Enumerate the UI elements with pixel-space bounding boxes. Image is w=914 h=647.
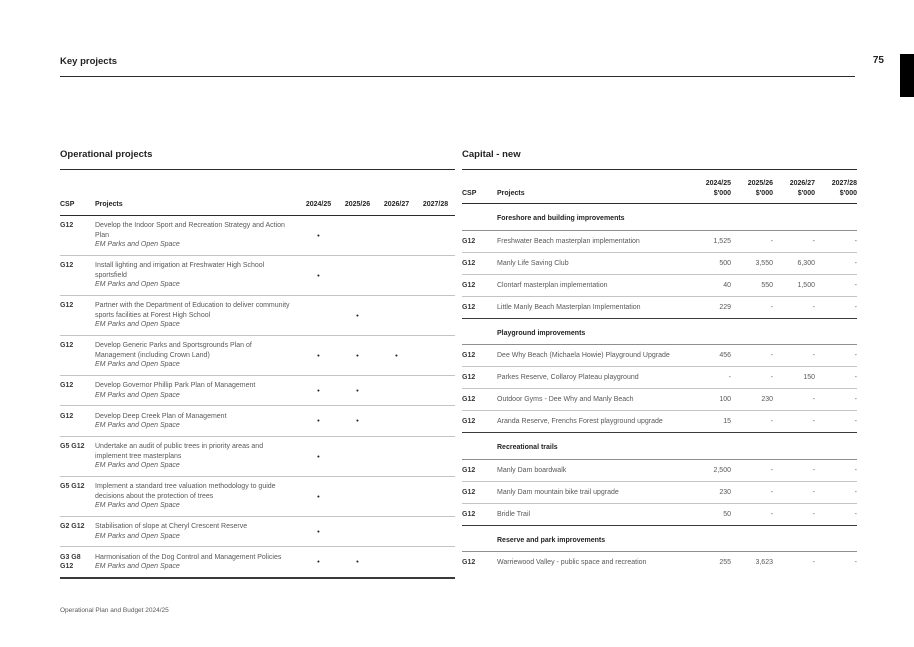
project-title: Install lighting and irrigation at Freshwater High School sportsfield xyxy=(95,262,265,279)
milestone-dot: • xyxy=(299,255,338,295)
operational-header-row xyxy=(60,182,455,215)
capital-new-section xyxy=(462,149,857,573)
csp-code: G12 xyxy=(462,389,497,411)
csp-code: G12 xyxy=(60,335,95,375)
col-header-year-1: 2024/25 $'000 xyxy=(689,176,731,204)
operational-title-rule xyxy=(60,169,455,170)
budget-value: - xyxy=(854,559,857,566)
milestone-dot xyxy=(377,255,416,295)
table-row xyxy=(462,230,857,252)
table-row xyxy=(462,481,857,503)
project-title: Harmonisation of the Dog Control and Management Policies xyxy=(95,553,282,561)
capital-section-title: Capital - new xyxy=(462,149,521,160)
budget-value: - xyxy=(815,389,857,411)
milestone-dot xyxy=(338,255,377,295)
page-number: 75 xyxy=(872,55,884,66)
milestone-dot: • xyxy=(299,516,338,547)
csp-code: G12 xyxy=(60,295,95,335)
csp-code: G12 xyxy=(462,559,476,566)
milestone-dot xyxy=(377,547,416,578)
budget-value: - xyxy=(815,459,857,481)
section-header: Recreational trails xyxy=(497,433,857,460)
section-header-row xyxy=(462,433,857,460)
table-row xyxy=(462,503,857,525)
operational-section-title: Operational projects xyxy=(60,149,153,160)
csp-code: G12 xyxy=(462,296,497,318)
milestone-dot xyxy=(416,335,455,375)
csp-code: G12 xyxy=(462,411,497,433)
milestone-dot: • xyxy=(338,295,377,335)
table-row xyxy=(462,411,857,433)
budget-value: - xyxy=(812,559,815,566)
milestone-dot xyxy=(338,436,377,476)
csp-code: G12 xyxy=(60,375,95,406)
section-header: Reserve and park improvements xyxy=(497,525,857,552)
budget-value: - xyxy=(731,230,773,252)
budget-value: 2,500 xyxy=(689,459,731,481)
budget-value: - xyxy=(731,481,773,503)
col-header-csp: CSP xyxy=(462,176,497,204)
project-title: Bridle Trail xyxy=(497,503,689,525)
budget-value: 50 xyxy=(689,503,731,525)
budget-value: 230 xyxy=(731,389,773,411)
col-header-projects: Projects xyxy=(95,182,299,215)
page-title: Key projects xyxy=(60,56,118,67)
csp-code: G12 xyxy=(462,274,497,296)
budget-value: - xyxy=(815,274,857,296)
header-rule xyxy=(60,76,855,77)
milestone-dot xyxy=(416,516,455,547)
section-header-row xyxy=(462,525,857,552)
project-title: Manly Life Saving Club xyxy=(497,252,689,274)
milestone-dot xyxy=(416,547,455,578)
table-row xyxy=(60,516,455,547)
budget-value: 1,500 xyxy=(773,274,815,296)
project-title: Dee Why Beach (Michaela Howie) Playground Upgrade xyxy=(497,345,689,367)
milestone-dot: • xyxy=(299,335,338,375)
budget-value: - xyxy=(731,503,773,525)
budget-value: 40 xyxy=(689,274,731,296)
project-title: Develop Governor Phillip Park Plan of Management xyxy=(95,382,256,389)
milestone-dot xyxy=(338,516,377,547)
milestone-dot: • xyxy=(377,335,416,375)
milestone-dot: • xyxy=(338,406,377,437)
csp-code: G12 xyxy=(462,230,497,252)
csp-code: G12 xyxy=(462,345,497,367)
milestone-dot xyxy=(416,215,455,255)
table-row xyxy=(60,436,455,476)
csp-code: G5 G12 xyxy=(60,476,95,516)
table-row xyxy=(462,296,857,318)
project-title: Partner with the Department of Education to deliver community sports facilities at Forest High School xyxy=(95,302,290,319)
milestone-dot: • xyxy=(338,547,377,578)
table-row xyxy=(60,335,455,375)
budget-value: 3,623 xyxy=(755,559,773,566)
col-header-year-2: 2025/26 xyxy=(338,182,377,215)
csp-code: G12 xyxy=(462,252,497,274)
budget-value: - xyxy=(689,367,731,389)
table-row xyxy=(60,547,455,578)
milestone-dot xyxy=(338,215,377,255)
budget-value: 550 xyxy=(731,274,773,296)
budget-value: 100 xyxy=(689,389,731,411)
table-row xyxy=(60,255,455,295)
milestone-dot: • xyxy=(299,406,338,437)
project-title: Aranda Reserve, Frenchs Forest playground upgrade xyxy=(497,411,689,433)
project-owner: EM Parks and Open Space xyxy=(95,422,180,429)
table-row xyxy=(462,252,857,274)
milestone-dot: • xyxy=(338,375,377,406)
table-row xyxy=(462,552,857,574)
table-row xyxy=(60,215,455,255)
col-header-year-3: 2026/27 xyxy=(377,182,416,215)
milestone-dot: • xyxy=(338,335,377,375)
csp-code: G12 xyxy=(462,367,497,389)
operational-projects-section xyxy=(60,149,455,579)
project-title: Manly Dam mountain bike trail upgrade xyxy=(497,481,689,503)
capital-header-row xyxy=(462,176,857,204)
project-owner: EM Parks and Open Space xyxy=(95,321,180,328)
budget-value: - xyxy=(773,459,815,481)
milestone-dot: • xyxy=(299,375,338,406)
table-row xyxy=(462,345,857,367)
project-title: Develop Generic Parks and Sportsgrounds Plan of Management (including Crown Land) xyxy=(95,342,252,359)
project-title: Little Manly Beach Masterplan Implementation xyxy=(497,296,689,318)
col-header-year-2: 2025/26 $'000 xyxy=(731,176,773,204)
budget-value: - xyxy=(815,230,857,252)
milestone-dot: • xyxy=(299,436,338,476)
budget-value: - xyxy=(731,367,773,389)
project-title: Warriewood Valley - public space and recreation xyxy=(497,559,647,566)
milestone-dot: • xyxy=(299,547,338,578)
budget-value: 230 xyxy=(689,481,731,503)
milestone-dot xyxy=(377,476,416,516)
col-header-projects: Projects xyxy=(497,176,689,204)
budget-value: - xyxy=(815,411,857,433)
milestone-dot xyxy=(416,295,455,335)
project-title: Freshwater Beach masterplan implementation xyxy=(497,230,689,252)
table-row xyxy=(462,459,857,481)
milestone-dot xyxy=(338,476,377,516)
project-owner: EM Parks and Open Space xyxy=(95,391,180,399)
milestone-dot xyxy=(416,406,455,437)
document-footer: Operational Plan and Budget 2024/25 xyxy=(60,607,169,614)
project-title: Parkes Reserve, Collaroy Plateau playground xyxy=(497,367,689,389)
table-row xyxy=(60,295,455,335)
project-owner: EM Parks and Open Space xyxy=(95,241,180,248)
csp-code: G12 xyxy=(462,503,497,525)
project-owner: EM Parks and Open Space xyxy=(95,532,180,540)
budget-value: - xyxy=(815,345,857,367)
milestone-dot xyxy=(377,516,416,547)
milestone-dot xyxy=(416,255,455,295)
budget-value: 15 xyxy=(689,411,731,433)
milestone-dot xyxy=(377,406,416,437)
project-owner: EM Parks and Open Space xyxy=(95,361,180,368)
project-owner: EM Parks and Open Space xyxy=(95,281,180,288)
milestone-dot xyxy=(377,375,416,406)
col-header-csp: CSP xyxy=(60,182,95,215)
table-row xyxy=(60,406,455,437)
milestone-dot xyxy=(377,295,416,335)
csp-code: G12 xyxy=(462,459,497,481)
budget-value: 1,525 xyxy=(689,230,731,252)
budget-value: - xyxy=(815,296,857,318)
table-row xyxy=(60,476,455,516)
table-row xyxy=(462,367,857,389)
budget-value: 3,550 xyxy=(731,252,773,274)
milestone-dot xyxy=(416,375,455,406)
csp-code: G12 xyxy=(462,481,497,503)
budget-value: - xyxy=(815,503,857,525)
section-header-row xyxy=(462,204,857,231)
project-title: Implement a standard tree valuation methodology to guide decisions about the protection of trees xyxy=(95,483,276,500)
budget-value: - xyxy=(773,389,815,411)
budget-value: - xyxy=(773,411,815,433)
budget-value: - xyxy=(773,503,815,525)
project-title: Manly Dam boardwalk xyxy=(497,459,689,481)
table-row xyxy=(60,375,455,406)
budget-value: - xyxy=(773,345,815,367)
col-header-year-4: 2027/28 $'000 xyxy=(815,176,857,204)
csp-code: G5 G12 xyxy=(60,436,95,476)
budget-value: 255 xyxy=(719,559,731,566)
budget-value: - xyxy=(815,481,857,503)
capital-title-rule xyxy=(462,169,857,170)
section-header-row xyxy=(462,318,857,345)
csp-code: G2 G12 xyxy=(60,516,95,547)
budget-value: - xyxy=(731,345,773,367)
milestone-dot: • xyxy=(299,476,338,516)
budget-value: - xyxy=(773,296,815,318)
milestone-dot xyxy=(377,215,416,255)
milestone-dot xyxy=(377,436,416,476)
budget-value: - xyxy=(731,411,773,433)
budget-value: 150 xyxy=(773,367,815,389)
table-row xyxy=(462,389,857,411)
table-row xyxy=(462,274,857,296)
project-title: Undertake an audit of public trees in priority areas and implement tree masterplans xyxy=(95,443,264,460)
csp-code: G12 xyxy=(60,406,95,437)
col-header-year-3: 2026/27 $'000 xyxy=(773,176,815,204)
budget-value: 456 xyxy=(689,345,731,367)
project-owner: EM Parks and Open Space xyxy=(95,563,180,570)
milestone-dot: • xyxy=(299,215,338,255)
section-header: Foreshore and building improvements xyxy=(497,204,857,231)
project-owner: EM Parks and Open Space xyxy=(95,502,180,509)
col-header-year-1: 2024/25 xyxy=(299,182,338,215)
col-header-year-4: 2027/28 xyxy=(416,182,455,215)
project-title: Stabilisation of slope at Cheryl Crescent Reserve xyxy=(95,523,248,530)
budget-value: - xyxy=(815,252,857,274)
budget-value: - xyxy=(731,296,773,318)
budget-value: 500 xyxy=(689,252,731,274)
capital-new-table xyxy=(462,176,857,573)
budget-value: - xyxy=(773,481,815,503)
milestone-dot xyxy=(416,476,455,516)
csp-code: G12 xyxy=(60,215,95,255)
budget-value: 229 xyxy=(689,296,731,318)
section-header: Playground improvements xyxy=(497,318,857,345)
operational-projects-table xyxy=(60,182,455,579)
budget-value: - xyxy=(731,459,773,481)
budget-value: - xyxy=(773,230,815,252)
page-edge-tab xyxy=(900,54,914,97)
project-title: Develop Deep Creek Plan of Management xyxy=(95,412,227,420)
budget-value: - xyxy=(815,367,857,389)
project-title: Outdoor Gyms - Dee Why and Manly Beach xyxy=(497,389,689,411)
csp-code: G12 xyxy=(60,255,95,295)
milestone-dot xyxy=(416,436,455,476)
project-owner: EM Parks and Open Space xyxy=(95,462,180,469)
project-title: Develop the Indoor Sport and Recreation Strategy and Action Plan xyxy=(95,222,285,239)
milestone-dot xyxy=(299,295,338,335)
project-title: Clontarf masterplan implementation xyxy=(497,274,689,296)
csp-code: G3 G8 G12 xyxy=(60,547,95,578)
budget-value: 6,300 xyxy=(773,252,815,274)
